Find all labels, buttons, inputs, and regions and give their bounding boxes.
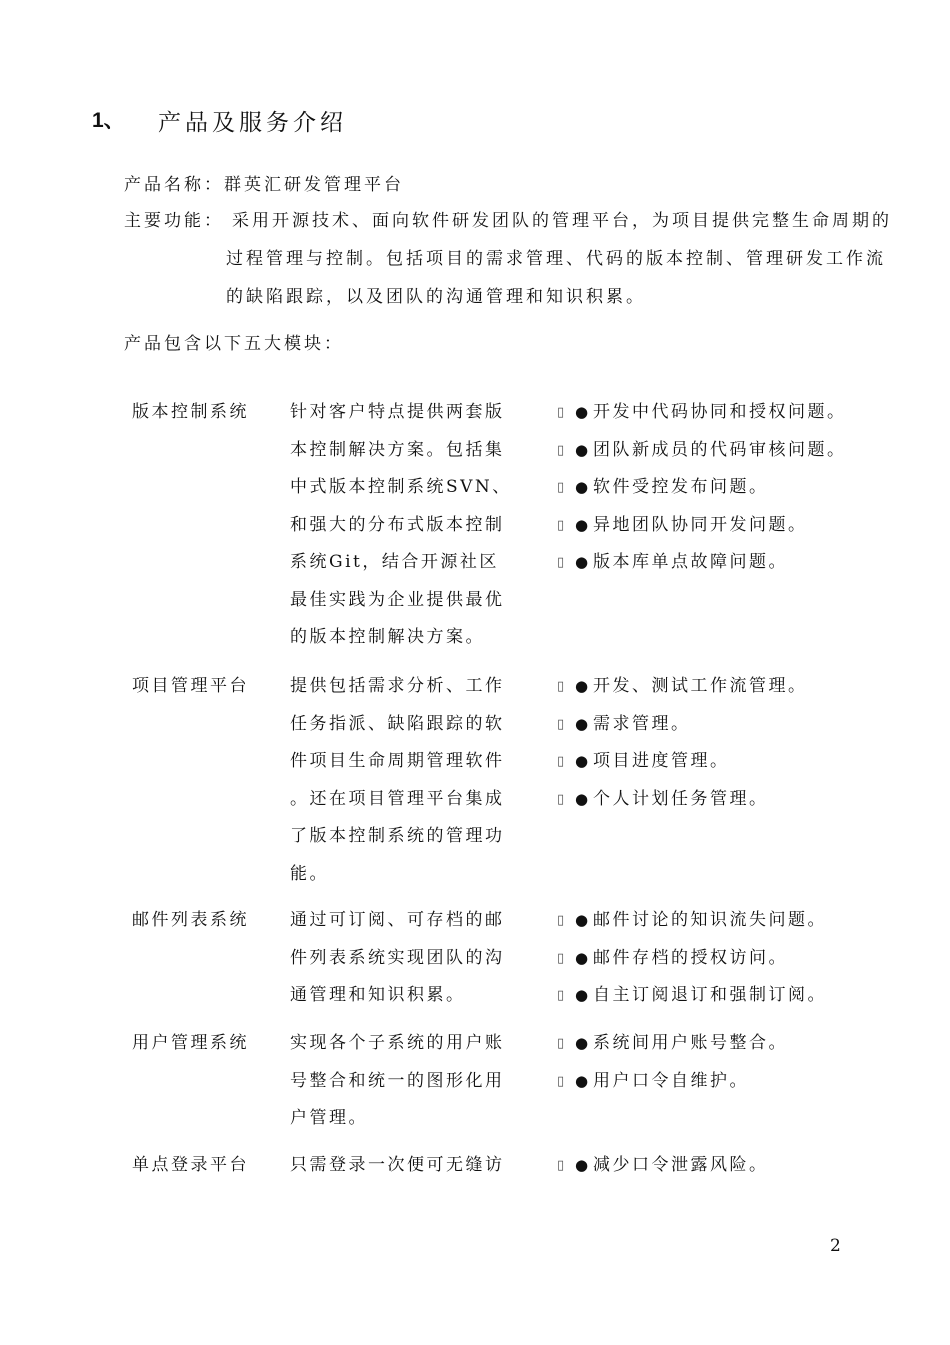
module-features [557, 394, 847, 582]
bullet-dot-icon: ● [575, 553, 591, 571]
bullet-dot-icon: ● [575, 752, 591, 770]
feature-item: ▯ ● 邮件讨论的知识流失问题。 [557, 902, 827, 940]
feature-item: ▯ ● 开发中代码协同和授权问题。 [557, 394, 847, 432]
product-name-line: 产品名称：群英汇研发管理平台 [124, 175, 404, 195]
missing-glyph-icon: ▯ [557, 679, 567, 694]
bullet-dot-icon: ● [575, 714, 591, 733]
section-number: 1、 [92, 109, 125, 132]
function-line-1: 采用开源技术、面向软件研发团队的管理平台，为项目提供完整生命周期的 [232, 211, 892, 231]
module-features [557, 902, 827, 1015]
bullet-dot-icon: ● [575, 1156, 591, 1174]
bullet-dot-icon: ● [575, 1071, 591, 1090]
missing-glyph-icon: ▯ [557, 405, 567, 420]
bullet-dot-icon: ● [575, 1034, 591, 1052]
bullet-dot-icon: ● [575, 403, 591, 421]
module-description: 提供包括需求分析、工作 任务指派、缺陷跟踪的软 件项目生命周期管理软件 。还在项目管理平台集成 了版本控制系统的管理功 能。 [290, 676, 505, 884]
missing-glyph-icon: ▯ [557, 716, 567, 732]
feature-item: ▯ ● 自主订阅退订和强制订阅。 [557, 977, 827, 1015]
missing-glyph-icon: ▯ [557, 1036, 567, 1051]
missing-glyph-icon: ▯ [557, 988, 567, 1003]
feature-item: ▯ ● 开发、测试工作流管理。 [557, 668, 808, 706]
modules-intro: 产品包含以下五大模块： [124, 334, 344, 354]
module-features [557, 1025, 788, 1100]
bullet-dot-icon: ● [575, 478, 591, 496]
module-features [557, 1147, 769, 1185]
missing-glyph-icon: ▯ [557, 754, 567, 769]
missing-glyph-icon: ▯ [557, 950, 567, 966]
function-line-2: 过程管理与控制。包括项目的需求管理、代码的版本控制、管理研发工作流 [226, 249, 886, 269]
bullet-dot-icon: ● [575, 789, 591, 808]
module-description: 实现各个子系统的用户账 号整合和统一的图形化用 户管理。 [290, 1033, 505, 1128]
feature-item: ▯ ● 用户口令自维护。 [557, 1063, 788, 1101]
missing-glyph-icon: ▯ [557, 480, 567, 495]
feature-item: ▯ ● 邮件存档的授权访问。 [557, 940, 827, 978]
missing-glyph-icon: ▯ [557, 555, 567, 570]
feature-item: ▯ ● 项目进度管理。 [557, 743, 808, 781]
module-name: 邮件列表系统 [132, 910, 249, 930]
function-label: 主要功能： [124, 211, 224, 231]
bullet-dot-icon: ● [575, 911, 591, 929]
module-description: 针对客户特点提供两套版 本控制解决方案。包括集 中式版本控制系统SVN、 和强大的分布式版本控制 系统Git，结合开源社区 最佳实践为企业提供最优 的版本控制解决方案。 [290, 402, 512, 647]
feature-item: ▯ ● 版本库单点故障问题。 [557, 544, 847, 582]
function-line-3: 的缺陷跟踪，以及团队的沟通管理和知识积累。 [226, 287, 646, 307]
bullet-dot-icon: ● [575, 440, 591, 459]
module-name: 版本控制系统 [132, 402, 249, 422]
module-description: 通过可订阅、可存档的邮 件列表系统实现团队的沟 通管理和知识积累。 [290, 910, 505, 1005]
missing-glyph-icon: ▯ [557, 913, 567, 928]
bullet-dot-icon: ● [575, 948, 591, 967]
feature-item: ▯ ● 异地团队协同开发问题。 [557, 507, 847, 545]
section-title: 产品及服务介绍 [158, 110, 347, 136]
bullet-dot-icon: ● [575, 677, 591, 695]
bullet-dot-icon: ● [575, 515, 591, 534]
module-name: 用户管理系统 [132, 1033, 249, 1053]
module-features [557, 668, 808, 818]
missing-glyph-icon: ▯ [557, 1158, 567, 1173]
missing-glyph-icon: ▯ [557, 442, 567, 458]
missing-glyph-icon: ▯ [557, 517, 567, 533]
missing-glyph-icon: ▯ [557, 1073, 567, 1089]
feature-item: ▯ ● 系统间用户账号整合。 [557, 1025, 788, 1063]
page-number: 2 [830, 1236, 841, 1256]
missing-glyph-icon: ▯ [557, 791, 567, 807]
feature-item: ▯ ● 软件受控发布问题。 [557, 469, 847, 507]
module-name: 单点登录平台 [132, 1155, 249, 1175]
feature-item: ▯ ● 减少口令泄露风险。 [557, 1147, 769, 1185]
module-description: 只需登录一次便可无缝访 [290, 1155, 505, 1175]
module-name: 项目管理平台 [132, 676, 249, 696]
feature-item: ▯ ● 个人计划任务管理。 [557, 781, 808, 819]
bullet-dot-icon: ● [575, 986, 591, 1004]
feature-item: ▯ ● 需求管理。 [557, 706, 808, 744]
feature-item: ▯ ● 团队新成员的代码审核问题。 [557, 432, 847, 470]
